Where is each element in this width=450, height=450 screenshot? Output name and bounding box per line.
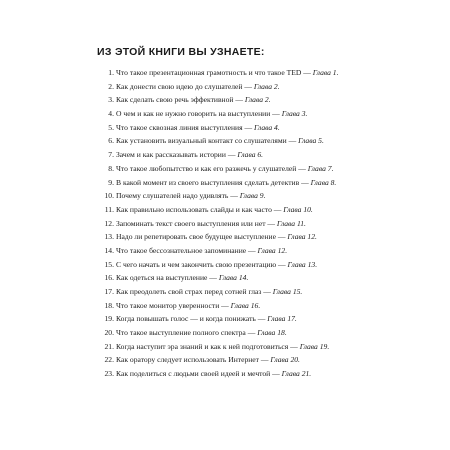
item-text: Что такое сквозная линия выступления — [116,122,254,132]
list-item [100,314,380,323]
item-number: 10. [104,191,114,201]
item-text: Запоминать текст своего выступления или нет — [116,218,277,228]
item-number: 12. [104,218,114,228]
list-item [100,68,380,77]
item-chapter: Глава 11. [276,218,306,228]
item-chapter: Глава 12. [287,232,317,242]
item-number: 4. [108,109,114,119]
item-chapter: Глава 6. [237,150,264,160]
item-chapter: Глава 9. [239,191,266,201]
item-chapter: Глава 14. [218,273,249,283]
item-chapter: Глава 15. [272,287,303,296]
list-item [100,301,380,310]
item-number: 7. [108,150,114,160]
item-text: О чем и как не нужно говорить на выступлении — [116,109,282,119]
item-text: Как правильно использовать слайды и как часто — [116,204,284,214]
item-chapter: Глава 19. [299,341,330,351]
list-item [100,82,380,91]
item-chapter: Глава 3. [281,109,308,119]
item-number: 5. [108,122,114,132]
list-item [100,232,380,241]
item-number: 8. [108,163,114,173]
list-item [100,95,380,104]
item-chapter: Глава 4. [254,122,280,132]
item-number: 18. [104,300,114,310]
item-text: Как одеться на выступление — [116,273,219,283]
item-text: Как преодолеть свой страх перед сотней глаз — [116,287,273,296]
item-number: 19. [104,314,114,324]
item-number: 11. [104,204,114,214]
item-number: 21. [104,341,114,351]
item-number: 20. [104,328,114,338]
page-heading: ИЗ ЭТОЙ КНИГИ ВЫ УЗНАЕТЕ: [97,46,265,58]
list-item [100,219,380,228]
item-text: Когда наступит эра знаний и как к ней подготовиться — [116,341,300,351]
item-text: Что такое выступление полного спектра — [116,328,258,338]
item-text: Как установить визуальный контакт со слушателями — [116,136,299,146]
item-chapter: Глава 21. [281,369,312,379]
list-item [100,164,380,173]
list-item [100,123,380,132]
item-text: Что такое монитор уверенности — [116,300,231,310]
item-number: 15. [104,259,114,269]
list-item [100,150,380,159]
item-text: С чего начать и чем закончить свою презентацию — [116,259,288,269]
item-chapter: Глава 2. [253,81,280,91]
item-text: Как донести свою идею до слушателей — [116,81,254,91]
item-text: Что такое любопытство и как его разжечь у слушателей — [116,163,308,173]
item-number: 17. [104,287,114,296]
list-item [100,109,380,118]
item-number: 2. [108,81,114,91]
list-item [100,178,380,187]
item-text: Что такое бессознательное запоминание — [116,245,258,255]
item-number: 23. [104,369,114,379]
list-item [100,273,380,282]
item-text: Как оратору следует использовать Интернет — [116,355,271,365]
item-chapter: Глава 12. [257,245,288,255]
item-chapter: Глава 20. [270,355,300,365]
item-number: 6. [108,136,114,146]
list-item [100,246,380,255]
item-chapter: Глава 7. [307,163,334,173]
item-text: Надо ли репетировать свое будущее выступление — [116,232,288,242]
item-chapter: Глава 8. [310,177,337,187]
item-text: Когда повышать голос — и когда понижать — [116,314,268,324]
item-chapter: Глава 18. [257,328,287,338]
list-item [100,136,380,145]
item-number: 16. [104,273,114,283]
item-number: 1. [108,68,114,77]
item-chapter: Глава 16. [230,300,261,310]
item-text: Зачем и как рассказывать истории — [116,150,238,160]
item-chapter: Глава 1. [312,68,339,77]
item-number: 22. [104,355,114,365]
list-item [100,355,380,364]
item-number: 3. [108,95,114,105]
list-item [100,205,380,214]
topics-list [100,68,380,383]
list-item [100,342,380,351]
item-number: 13. [104,232,114,242]
list-item [100,328,380,337]
item-chapter: Глава 2. [244,95,271,105]
item-text: В какой момент из своего выступления сделать детектив — [116,177,311,187]
list-item [100,191,380,200]
item-number: 14. [104,245,114,255]
list-item [100,287,380,296]
item-text: Как поделиться с людьми своей идеей и мечтой — [116,369,282,379]
item-chapter: Глава 5. [298,136,324,146]
item-text: Что такое презентационная грамотность и что такое TED — [116,68,313,77]
item-chapter: Глава 13. [287,259,318,269]
list-item [100,369,380,378]
item-chapter: Глава 10. [283,204,313,214]
item-chapter: Глава 17. [267,314,297,324]
item-number: 9. [108,177,114,187]
item-text: Почему слушателей надо удивлять — [116,191,240,201]
item-text: Как сделать свою речь эффективной — [116,95,245,105]
list-item [100,260,380,269]
